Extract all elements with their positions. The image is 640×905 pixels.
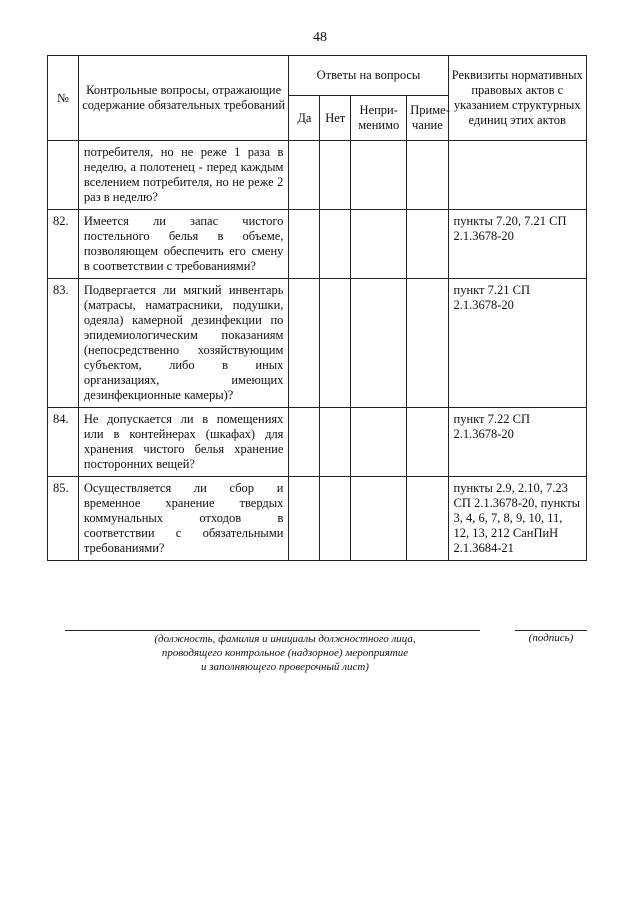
answer-no-cell[interactable] (320, 477, 351, 561)
official-signature-line (65, 630, 480, 631)
answer-no-cell[interactable] (320, 279, 351, 408)
row-requisites: пункт 7.22 СП 2.1.3678-20 (448, 408, 587, 477)
header-note: Приме-чание (407, 96, 448, 141)
row-num: 82. (48, 210, 79, 279)
answer-yes-cell[interactable] (289, 141, 320, 210)
checklist-table (47, 55, 587, 561)
answer-yes-cell[interactable] (289, 210, 320, 279)
table-row (48, 210, 587, 279)
table-row (48, 279, 587, 408)
header-answers: Ответы на вопросы (289, 56, 448, 96)
answer-note-cell[interactable] (407, 279, 448, 408)
answer-note-cell[interactable] (407, 210, 448, 279)
header-no: Нет (320, 96, 351, 141)
header-yes: Да (289, 96, 320, 141)
answer-na-cell[interactable] (351, 408, 407, 477)
header-num: № (48, 56, 79, 141)
table-row (48, 141, 587, 210)
row-question: Подвергается ли мягкий инвентарь (матрасы, наматрасники, подушки, одеяла) камерной дезинфекции по эпидемиологическим показаниям (непосредственно хозяйствующим субъектом, либо в иных организациях, имеющих дезинфекционные камеры)? (78, 279, 289, 408)
signature-label: (подпись) (528, 632, 574, 644)
answer-note-cell[interactable] (407, 477, 448, 561)
answer-yes-cell[interactable] (289, 477, 320, 561)
signature-line (515, 630, 587, 631)
row-question: Имеется ли запас чистого постельного белья в объеме, позволяющем обеспечить его смену в соответствии с требованиями? (78, 210, 289, 279)
answer-no-cell[interactable] (320, 408, 351, 477)
row-num: 85. (48, 477, 79, 561)
row-requisites: пункты 2.9, 2.10, 7.23 СП 2.1.3678-20, пункты 3, 4, 6, 7, 8, 9, 10, 11, 12, 13, 212 СанПиН 2.1.3684-21 (448, 477, 587, 561)
answer-na-cell[interactable] (351, 210, 407, 279)
row-num: 84. (48, 408, 79, 477)
row-question: Не допускается ли в помещениях или в контейнерах (шкафах) для хранения чистого белья хранение посторонних вещей? (78, 408, 289, 477)
header-not-applicable: Непри-менимо (351, 96, 407, 141)
answer-no-cell[interactable] (320, 210, 351, 279)
official-caption (95, 632, 475, 674)
row-requisites (448, 141, 587, 210)
row-requisites: пункт 7.21 СП 2.1.3678-20 (448, 279, 587, 408)
table-row (48, 477, 587, 561)
header-requisites: Реквизиты нормативных правовых актов с указанием структурных единиц этих актов (448, 56, 587, 141)
answer-na-cell[interactable] (351, 141, 407, 210)
row-num (48, 141, 79, 210)
row-num: 83. (48, 279, 79, 408)
row-requisites: пункты 7.20, 7.21 СП 2.1.3678-20 (448, 210, 587, 279)
answer-note-cell[interactable] (407, 141, 448, 210)
answer-yes-cell[interactable] (289, 408, 320, 477)
table-row (48, 408, 587, 477)
official-caption-line: проводящего контрольное (надзорное) мероприятие (161, 647, 409, 659)
answer-note-cell[interactable] (407, 408, 448, 477)
answer-yes-cell[interactable] (289, 279, 320, 408)
answer-no-cell[interactable] (320, 141, 351, 210)
answer-na-cell[interactable] (351, 477, 407, 561)
row-question: Осуществляется ли сбор и временное хранение твердых коммунальных отходов в соответствии с обязательными требованиями? (78, 477, 289, 561)
official-caption-line: (должность, фамилия и инициалы должностного лица, (154, 633, 416, 645)
answer-na-cell[interactable] (351, 279, 407, 408)
row-question: потребителя, но не реже 1 раза в неделю, а полотенец - перед каждым вселением потребителя, но не реже 2 раз в неделю? (78, 141, 289, 210)
page-number: 48 (313, 30, 327, 45)
official-caption-line: и заполняющего проверочный лист) (201, 661, 369, 673)
header-questions: Контрольные вопросы, отражающие содержание обязательных требований (78, 56, 289, 141)
